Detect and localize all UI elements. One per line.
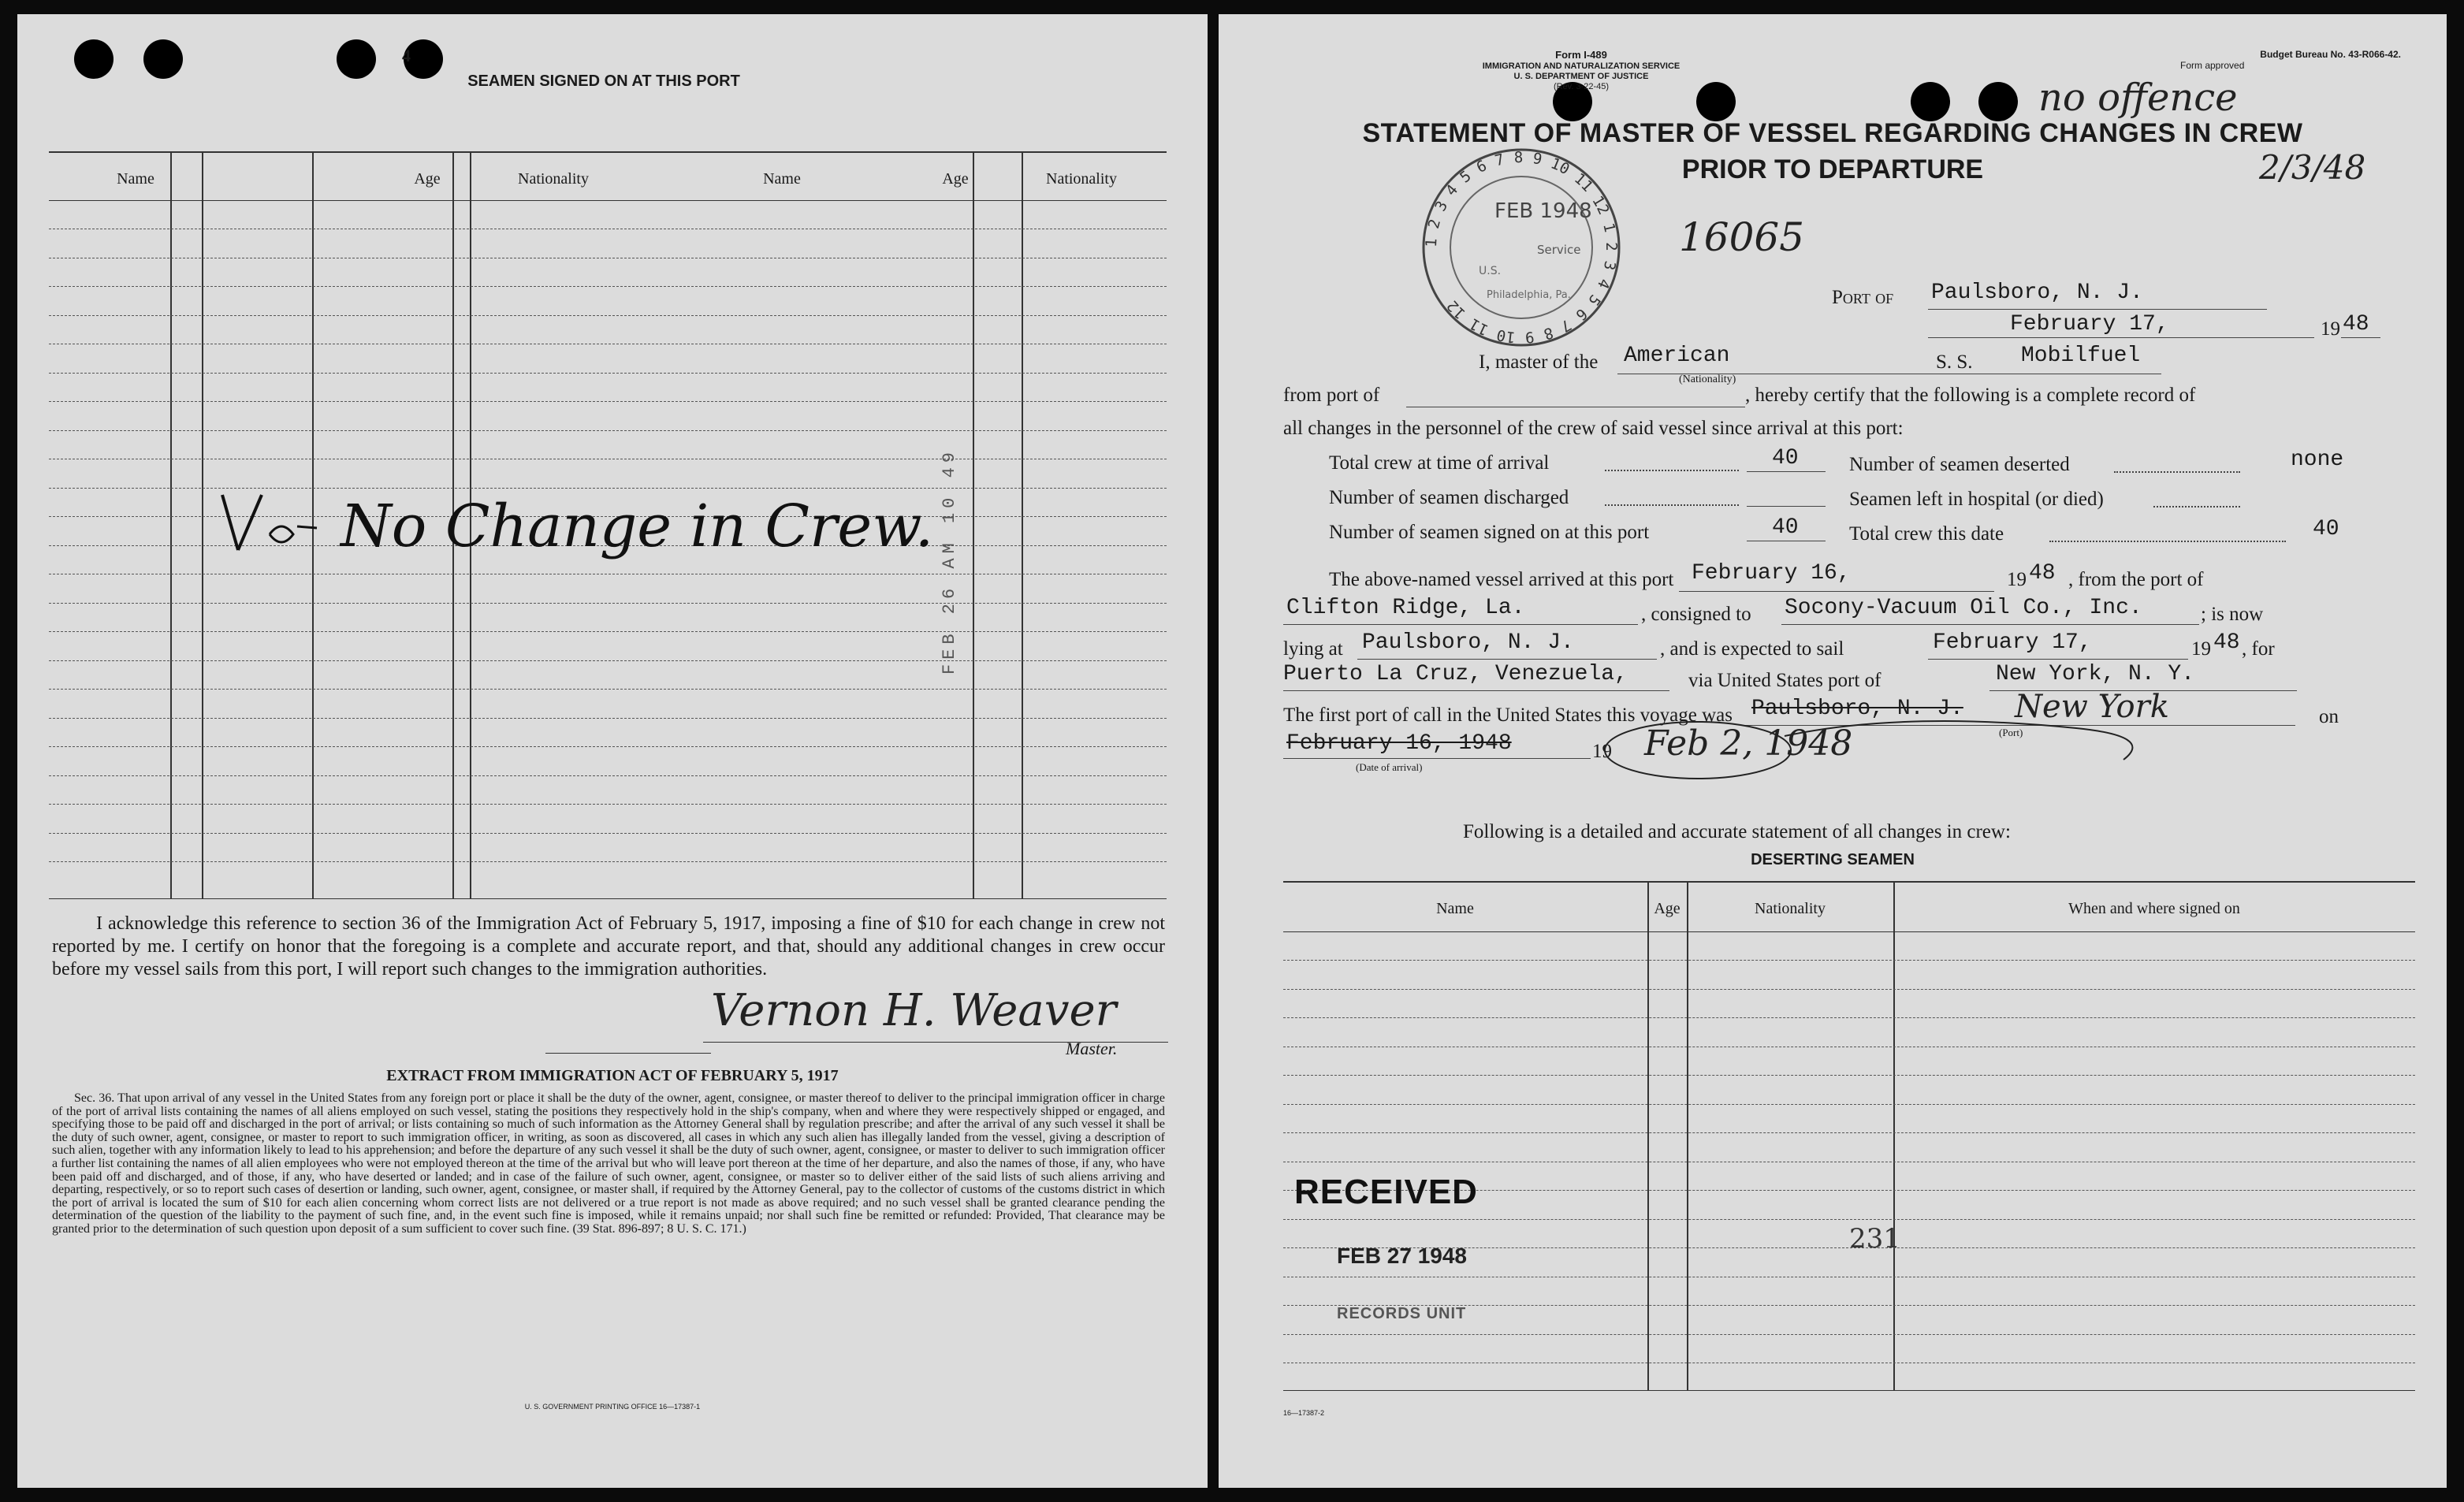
- column-header-age-2: Age: [942, 170, 969, 188]
- signed-on-value: 40: [1772, 515, 1799, 540]
- year-prefix: 19: [2321, 318, 2340, 340]
- received-stamp-title: RECEIVED: [1294, 1173, 1478, 1211]
- table-row-line: [49, 660, 1167, 661]
- punch-hole: [1911, 82, 1950, 121]
- master-of-label: I, master of the: [1479, 351, 1599, 373]
- section-title: SEAMEN SIGNED ON AT THIS PORT: [467, 72, 740, 90]
- column-header-nationality: Nationality: [1755, 900, 1826, 917]
- column-header-nationality-2: Nationality: [1046, 170, 1117, 188]
- date-value: February 17,: [2010, 312, 2169, 336]
- sail-year-prefix: 19: [2191, 638, 2211, 660]
- stamp-number: 231: [1849, 1223, 1900, 1255]
- table-row-line: [1283, 1075, 2415, 1076]
- extract-title: EXTRACT FROM IMMIGRATION ACT OF FEBRUARY 5, 1917: [386, 1067, 839, 1084]
- table-row-line: [1283, 989, 2415, 990]
- hospital-label: Seamen left in hospital (or died): [1849, 489, 2104, 510]
- column-header-age: Age: [414, 170, 441, 188]
- arrived-year-prefix: 19: [2007, 569, 2027, 590]
- column-header-name-2: Name: [763, 170, 801, 188]
- column-header-name: Name: [1436, 900, 1474, 917]
- expected-label: , and is expected to sail: [1660, 638, 1844, 660]
- stamp-city-text: Philadelphia, Pa.: [1487, 289, 1571, 301]
- via-label: via United States port of: [1688, 670, 1881, 691]
- from-port-label: from port of: [1283, 385, 1380, 406]
- via-port: New York, N. Y.: [1996, 662, 2195, 686]
- port-of-value: Paulsboro, N. J.: [1931, 281, 2143, 305]
- left-page: [17, 14, 1208, 1488]
- deserted-label: Number of seamen deserted: [1849, 454, 2070, 475]
- table-row-line: [49, 631, 1167, 632]
- handwritten-file-number: 16065: [1679, 214, 1805, 260]
- table-row-line: [49, 804, 1167, 805]
- from-port-of-label: , from the port of: [2068, 569, 2204, 590]
- no-change-handwriting: [207, 471, 934, 574]
- deserting-title: DESERTING SEAMEN: [1751, 851, 1915, 868]
- first-port-label: The first port of call in the United States this voyage was: [1283, 705, 1733, 726]
- table-row-line: [1283, 1104, 2415, 1105]
- date-stamp: [1419, 145, 1624, 350]
- printer-code: 16—17387-2: [1283, 1409, 1325, 1417]
- following-label: Following is a detailed and accurate statement of all changes in crew:: [1463, 821, 2011, 842]
- total-crew-date-label: Total crew this date: [1849, 523, 2004, 545]
- stamp-service-text: Service: [1537, 243, 1581, 257]
- table-row-line: [1283, 1132, 2415, 1133]
- year-value: 48: [2343, 312, 2369, 336]
- nationality-caption: (Nationality): [1679, 374, 1736, 385]
- all-changes-text: all changes in the personnel of the crew of said vessel since arrival at this port:: [1283, 418, 1904, 439]
- agency-line-1: IMMIGRATION AND NATURALIZATION SERVICE: [1482, 61, 1681, 71]
- table-row-line: [49, 861, 1167, 862]
- first-date-handwritten: Feb 2, 1948: [1644, 723, 1853, 764]
- arrived-label: The above-named vessel arrived at this port: [1329, 569, 1674, 590]
- is-now-label: ; is now: [2201, 604, 2264, 625]
- revision: (Rev. 3-22-45): [1553, 82, 1610, 91]
- form-subtitle: PRIOR TO DEPARTURE: [1681, 154, 1984, 184]
- extract-body: Sec. 36. That upon arrival of any vessel in the United States from any foreign port or place it shall be the duty of the owner, agent, consignee, or master thereof to deliver to the principal immigration officer in charge of the port of arrival lists containing the names of all aliens employed on such vessel, stating the positions they respectively hold in the ship's company, when and where they were respectively shipped or engaged, and specifying those to be paid off and discharged in the port of arrival; or lists containing so much of such information as the Attorney General shall by regulation prescribe; and after the arrival of any such vessel it shall be the duty of such owner, agent, consignee, or master to report to such immigration officer, in writing, as soon as discovered, all cases in which any such alien has illegally landed from the vessel, giving a description of such alien, together with any information likely to lead to his apprehension; and before the departure of any such vessel it shall be the duty of such owner, agent, consignee, or master to deliver to such immigration officer a further list containing the names of all alien employees who were not employed thereon at the time of the arrival but who will leave port thereon at the time of her departure, and also the names of those, if any, who have been paid off and discharged, and of those, if any, who have deserted or landed; and in case of the failure of such owner, agent, consignee, or master so to deliver either of the said lists of such aliens arriving and departing, respectively, or so to report such cases of desertion or landing, such owner, agent, consignee, or master shall, if required by the Attorney General, pay to the collector of customs of the customs district in which the port of arrival is located the sum of $10 for each alien concerning whom correct lists are not delivered or a true report is not made as above required; and no such vessel shall be granted clearance pending the determination of the question of the liability to the payment of such fine, and, in the event such fine is imposed, while it remains unpaid; nor shall such fine be remitted or refunded: Provided, That clearance may be granted prior to the determination of such question upon deposit of a sum sufficient to cover such fine. (39 Stat. 896-897; 8 U. S. C. 171.): [52, 1091, 1165, 1236]
- table-row-line: [1283, 1219, 2415, 1220]
- column-header-when-where: When and where signed on: [2068, 900, 2240, 917]
- handwritten-date: 2/3/48: [2259, 148, 2366, 187]
- signed-on-label: Number of seamen signed on at this port: [1329, 522, 1650, 543]
- arrived-date: February 16,: [1692, 561, 1851, 586]
- stamp-dept-text: U.S.: [1479, 265, 1502, 277]
- form-number: Form I-489: [1555, 49, 1607, 61]
- budget-bureau: Budget Bureau No. 43-R066-42.: [2260, 49, 2401, 60]
- total-crew-date-value: 40: [2313, 517, 2339, 541]
- right-page: [1219, 14, 2447, 1488]
- received-vertical-stamp: FEB 26 AM 10 49: [940, 448, 959, 675]
- master-signature: Vernon H. Weaver: [711, 985, 1117, 1036]
- column-header-nationality: Nationality: [518, 170, 589, 188]
- no-change-text: No Change in Crew.: [341, 493, 934, 560]
- signature-label: Master.: [1066, 1039, 1118, 1058]
- certify-text: , hereby certify that the following is a complete record of: [1745, 385, 2196, 406]
- sail-year: 48: [2213, 630, 2240, 655]
- stamp-ring-numbers: 1 2 3 4 5 6 7 8 9 10 11 12 1 2 3 4 5 6 7 8 9 10 11 12: [1422, 148, 1621, 347]
- handwritten-note-top: no offence: [2038, 76, 2238, 120]
- table-row-line: [49, 373, 1167, 374]
- arrived-year: 48: [2029, 561, 2056, 586]
- table-row-line: [49, 746, 1167, 747]
- port-caption: (Port): [1999, 727, 2023, 738]
- table-row-line: [49, 833, 1167, 834]
- lying-at-label: lying at: [1283, 638, 1343, 660]
- received-stamp-date: FEB 27 1948: [1337, 1244, 1467, 1268]
- punch-hole: [1978, 82, 2018, 121]
- handwritten-circle-mark: [1603, 712, 2171, 783]
- table-row-line: [49, 603, 1167, 604]
- table-row-line: [49, 401, 1167, 402]
- first-port-handwritten: New York: [2015, 689, 2169, 725]
- port-of-label: Port of: [1832, 287, 1894, 308]
- on-label: on: [2319, 706, 2339, 727]
- table-row-line: [1283, 1017, 2415, 1018]
- received-stamp-unit: RECORDS UNIT: [1337, 1305, 1467, 1322]
- table-row-line: [49, 775, 1167, 776]
- consigned-label: , consigned to: [1641, 604, 1751, 625]
- table-row-line: [49, 430, 1167, 431]
- for-label: , for: [2242, 638, 2275, 660]
- table-row-line: [1283, 1334, 2415, 1335]
- column-header-age: Age: [1654, 900, 1681, 917]
- table-row-line: [49, 689, 1167, 690]
- date-arrival-caption: (Date of arrival): [1356, 761, 1423, 773]
- first-date-year-prefix: 19: [1592, 741, 1612, 762]
- total-crew-arrival-value: 40: [1772, 446, 1799, 470]
- table-row-line: [1283, 960, 2415, 961]
- table-row-line: [49, 315, 1167, 316]
- printer-line: U. S. GOVERNMENT PRINTING OFFICE 16—17387-1: [524, 1403, 701, 1411]
- agency-line-2: U. S. DEPARTMENT OF JUSTICE: [1513, 72, 1649, 81]
- table-row-line: [49, 286, 1167, 287]
- sail-date: February 17,: [1933, 630, 2092, 655]
- column-header-name: Name: [117, 170, 154, 188]
- stamp-date-text: FEB 1948: [1494, 199, 1592, 223]
- first-port-struck: Paulsboro, N. J.: [1751, 697, 1963, 721]
- nationality-value: American: [1624, 344, 1730, 368]
- lying-at-value: Paulsboro, N. J.: [1362, 630, 1574, 655]
- form-approved: Form approved: [2180, 60, 2245, 71]
- first-date-struck: February 16, 1948: [1286, 731, 1512, 756]
- origin-port: Clifton Ridge, La.: [1286, 596, 1525, 620]
- page-number: 4: [402, 46, 411, 65]
- acknowledgement-text: I acknowledge this reference to section 36 of the Immigration Act of February 5, 1917, imposing a fine of $10 for each change in crew not reported by me. I certify on honor that the foregoing is a complete and accurate report, and that, should any additional changes in crew occur before my vessel sails from this port, I will report such changes to the immigration authorities.: [52, 913, 1165, 980]
- ss-label: S. S.: [1936, 351, 1973, 373]
- consignee: Socony-Vacuum Oil Co., Inc.: [1785, 596, 2142, 620]
- form-title: STATEMENT OF MASTER OF VESSEL REGARDING CHANGES IN CREW: [1362, 118, 2303, 148]
- table-row-line: [49, 718, 1167, 719]
- deserted-value: none: [2291, 448, 2344, 472]
- total-crew-arrival-label: Total crew at time of arrival: [1329, 452, 1550, 474]
- vessel-name: Mobilfuel: [2021, 344, 2141, 368]
- destination: Puerto La Cruz, Venezuela,: [1283, 662, 1628, 686]
- discharged-label: Number of seamen discharged: [1329, 487, 1569, 508]
